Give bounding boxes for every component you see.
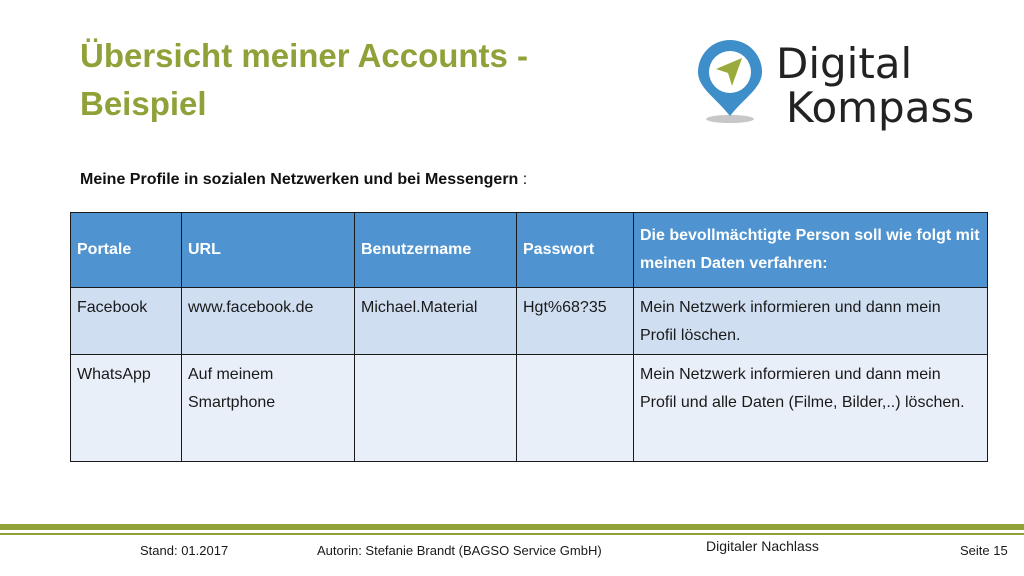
cell-instruction: Mein Netzwerk informieren und dann mein Profil löschen. <box>634 288 988 355</box>
slide-title-line2: Beispiel <box>80 85 207 122</box>
slide-title <box>80 32 620 128</box>
header-passwort: Passwort <box>517 213 634 288</box>
table-caption <box>80 171 527 189</box>
accounts-table <box>70 212 988 462</box>
header-portale: Portale <box>71 213 182 288</box>
footer-accent-bar <box>0 524 1024 530</box>
footer-topic: Digitaler Nachlass <box>706 538 819 554</box>
footer-page-number: Seite 15 <box>960 543 1008 558</box>
slide-title-line1: Übersicht meiner Accounts - <box>80 37 529 74</box>
logo-word-kompass: Kompass <box>786 83 975 132</box>
header-url: URL <box>182 213 355 288</box>
table-row <box>71 288 988 355</box>
cell-username <box>355 355 517 462</box>
table-caption-colon: : <box>518 171 528 188</box>
footer-author: Autorin: Stefanie Brandt (BAGSO Service GmbH) <box>317 543 602 558</box>
footer-accent-line <box>0 533 1024 535</box>
digital-kompass-logo <box>690 36 990 132</box>
cell-password <box>517 355 634 462</box>
cell-username: Michael.Material <box>355 288 517 355</box>
cell-portal: WhatsApp <box>71 355 182 462</box>
logo-pin-shadow <box>706 115 754 123</box>
table-caption-text: Meine Profile in sozialen Netzwerken und bei Messengern <box>80 171 519 188</box>
footer-date: Stand: 01.2017 <box>140 543 229 558</box>
cell-password: Hgt%68?35 <box>517 288 634 355</box>
cell-url: Auf meinem Smartphone <box>182 355 355 462</box>
logo-word-digital: Digital <box>776 39 913 88</box>
cell-portal: Facebook <box>71 288 182 355</box>
table-row <box>71 355 988 462</box>
header-benutzername: Benutzername <box>355 213 517 288</box>
cell-url: www.facebook.de <box>182 288 355 355</box>
cell-instruction: Mein Netzwerk informieren und dann mein Profil und alle Daten (Filme, Bilder,..) löschen. <box>634 355 988 462</box>
table-header-row <box>71 213 988 288</box>
header-instruction: Die bevollmächtigte Person soll wie folgt mit meinen Daten verfahren: <box>634 213 988 288</box>
